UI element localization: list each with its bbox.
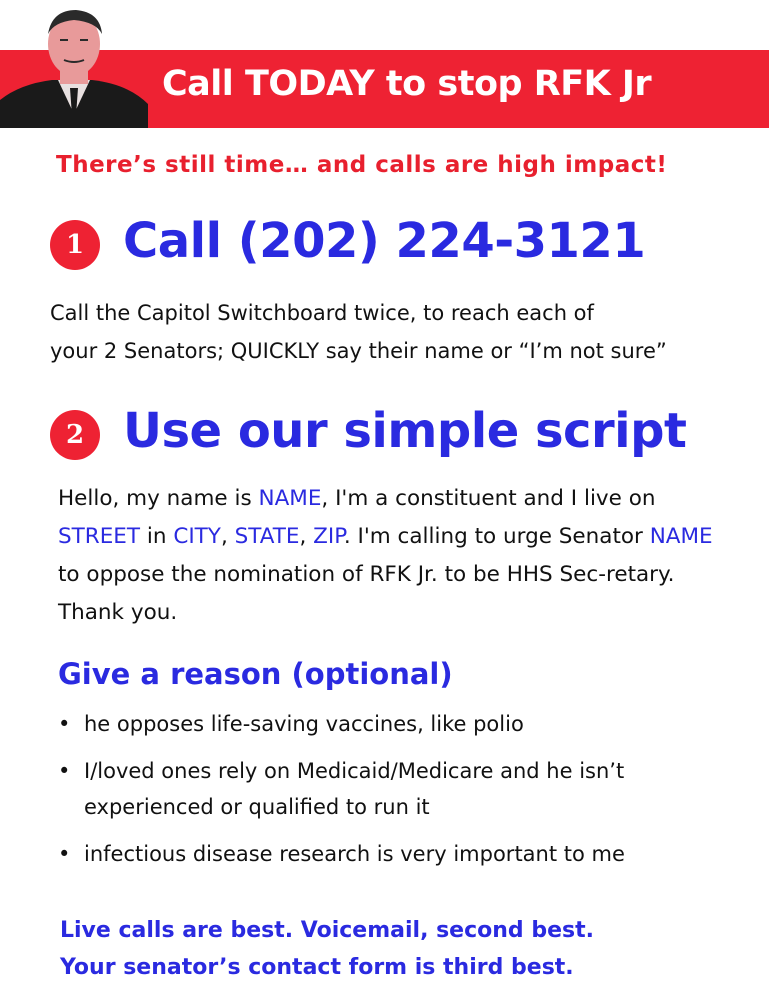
script-text: . I'm calling to urge Senator — [343, 524, 650, 549]
script-text: , — [220, 524, 235, 549]
script-placeholder-name: NAME — [258, 486, 322, 511]
script-text: , I'm a constituent and I live on — [321, 486, 656, 511]
reason-item: • he opposes life-saving vaccines, like polio — [58, 706, 748, 742]
script-text: Hello, my name is — [58, 486, 259, 511]
reason-item: • I/loved ones rely on Medicaid/Medicare and he isn’t experienced or qualified to run it — [58, 753, 748, 825]
script-placeholder-senator: NAME — [649, 524, 713, 549]
script-text: to oppose the nomination of RFK Jr. to be HHS Sec-retary. Thank you. — [58, 562, 675, 625]
step-1-description — [50, 294, 740, 370]
step-2-heading: Use our simple script — [123, 403, 687, 459]
reason-item: • infectious disease research is very important to me — [58, 836, 748, 872]
script-placeholder-city: CITY — [173, 524, 221, 549]
script-text: , — [299, 524, 314, 549]
script-placeholder-state: STATE — [234, 524, 300, 549]
portrait-image — [0, 4, 148, 128]
step-2-badge: 2 — [50, 410, 100, 460]
footer-line-2: Your senator’s contact form is third best. — [60, 955, 574, 980]
banner-title: Call TODAY to stop RFK Jr — [162, 64, 652, 104]
tagline: There’s still time… and calls are high impact! — [56, 152, 668, 178]
reasons-list — [58, 706, 748, 883]
step-1-description-line-1: Call the Capitol Switchboard twice, to reach each of — [50, 301, 594, 325]
script-text: in — [140, 524, 174, 549]
footer-line-1: Live calls are best. Voicemail, second best. — [60, 918, 594, 943]
step-1-badge: 1 — [50, 220, 100, 270]
call-script — [58, 480, 728, 632]
script-placeholder-zip: ZIP — [313, 524, 344, 549]
script-placeholder-street: STREET — [58, 524, 141, 549]
step-1-heading: Call (202) 224-3121 — [123, 213, 646, 269]
step-1-description-line-2: your 2 Senators; QUICKLY say their name or “I’m not sure” — [50, 339, 667, 363]
reasons-heading: Give a reason (optional) — [58, 657, 453, 691]
footer-note — [60, 912, 750, 986]
